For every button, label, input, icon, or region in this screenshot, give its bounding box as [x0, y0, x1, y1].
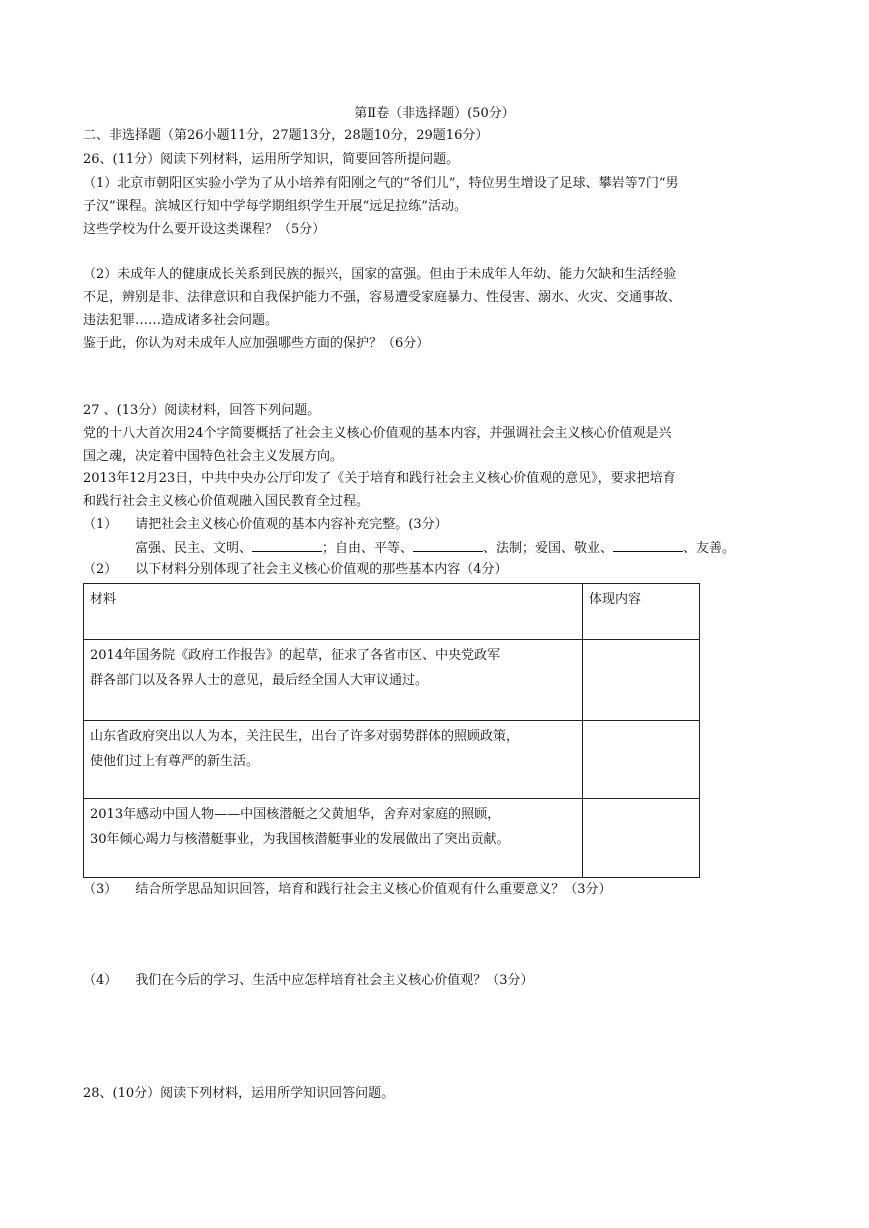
answer-cell[interactable]	[583, 721, 700, 799]
section-heading: 二、非选择题（第26小题11分，27题13分，28题10分，29题16分）	[83, 128, 489, 143]
q27-sub4-text: 我们在今后的学习、生活中应怎样培育社会主义核心价值观？（3分）	[135, 973, 534, 988]
q27-sub2-text: 以下材料分别体现了社会主义核心价值观的那些基本内容（4分）	[135, 562, 508, 577]
q26-part2-line3: 违法犯罪……造成诸多社会问题。	[83, 313, 279, 328]
material-line: 30年倾心竭力与核潜艇事业，为我国核潜艇事业的发展做出了突出贡献。	[90, 832, 510, 847]
q26-part1-question: 这些学校为什么要开设这类课程？（5分）	[83, 222, 326, 237]
q26-part1-line1: （1）北京市朝阳区实验小学为了从小培养有阳刚之气的“爷们儿”，特位男生增设了足球、攀岩等7门“男	[83, 176, 679, 191]
q27-sub1-text: 请把社会主义核心价值观的基本内容补充完整。(3分）	[135, 517, 448, 532]
answer-cell[interactable]	[583, 640, 700, 721]
material-line: 山东省政府突出以人为本，关注民生，出台了许多对弱势群体的照顾政策，	[90, 729, 520, 744]
q27-sub4-number: （4）	[83, 973, 118, 988]
header-material: 材料	[84, 584, 583, 640]
material-cell	[84, 799, 583, 878]
q27-fill-line	[135, 537, 735, 560]
q27-sub1	[83, 514, 448, 536]
q26-part2-question: 鉴于此，你认为对未成年人应加强哪些方面的保护？（6分）	[83, 336, 430, 351]
material-cell	[84, 721, 583, 799]
fill-blank-1[interactable]	[252, 537, 322, 552]
table-row	[84, 640, 700, 721]
q28-heading: 28、(10分）阅读下列材料，运用所学知识回答问题。	[83, 1086, 395, 1101]
q27-sub4	[83, 970, 534, 992]
material-line: 2013年感动中国人物——中国核潜艇之父黄旭华，舍弃对家庭的照顾，	[90, 807, 501, 822]
answer-cell[interactable]	[583, 799, 700, 878]
q26-part2-line1: （2）未成年人的健康成长关系到民族的振兴，国家的富强。但由于未成年人年幼、能力欠缺和生活经验	[83, 267, 677, 282]
q27-sub3-number: （3）	[83, 882, 118, 897]
material-line: 使他们过上有尊严的新生活。	[90, 754, 260, 769]
q27-material-line4: 和践行社会主义核心价值观融入国民教育全过程。	[83, 494, 370, 509]
q27-heading: 27 、(13分）阅读材料，回答下列问题。	[83, 403, 321, 418]
material-line: 群各部门以及各界人士的意见，最后经全国人大审议通过。	[90, 673, 429, 688]
q27-sub2	[83, 559, 508, 581]
material-line: 2014年国务院《政府工作报告》的起草，征求了各省市区、中央党政军	[90, 648, 501, 663]
table-header-row	[84, 584, 700, 640]
fill-text-a: 富强、民主、文明、	[135, 541, 253, 556]
q27-material-line1: 党的十八大首次用24个字简要概括了社会主义核心价值观的基本内容，并强调社会主义核心价值观是兴	[83, 426, 672, 441]
q27-sub3-text: 结合所学思品知识回答，培育和践行社会主义核心价值观有什么重要意义？（3分）	[135, 882, 612, 897]
fill-blank-2[interactable]	[413, 537, 483, 552]
page-title: 第Ⅱ卷（非选择题）(50分）	[354, 106, 515, 121]
table-row	[84, 799, 700, 878]
material-cell	[84, 640, 583, 721]
q26-part2-line2: 不足，辨别是非、法律意识和自我保护能力不强，容易遭受家庭暴力、性侵害、溺水、火灾、交通事故、	[83, 290, 682, 305]
q26-heading: 26、(11分）阅读下列材料，运用所学知识，简要回答所提问题。	[83, 152, 460, 167]
q27-sub1-number: （1）	[83, 517, 118, 532]
q26-part1-line2: 子汉”课程。滨城区行知中学每学期组织学生开展“远足拉练”活动。	[83, 199, 467, 214]
q27-sub3	[83, 879, 612, 901]
fill-text-b: ；自由、平等、	[322, 541, 414, 556]
q27-material-line2: 国之魂，决定着中国特色社会主义发展方向。	[83, 449, 344, 464]
fill-text-d: 、友善。	[683, 541, 736, 556]
table-row	[84, 721, 700, 799]
header-content: 体现内容	[583, 584, 700, 640]
fill-blank-3[interactable]	[613, 537, 683, 552]
material-table	[83, 583, 700, 878]
q27-sub2-number: （2）	[83, 562, 118, 577]
q27-material-line3: 2013年12月23日，中共中央办公厅印发了《关于培育和践行社会主义核心价值观的意见》，要求把培育	[83, 471, 676, 486]
fill-text-c: 、法制；爱国、敬业、	[483, 541, 614, 556]
